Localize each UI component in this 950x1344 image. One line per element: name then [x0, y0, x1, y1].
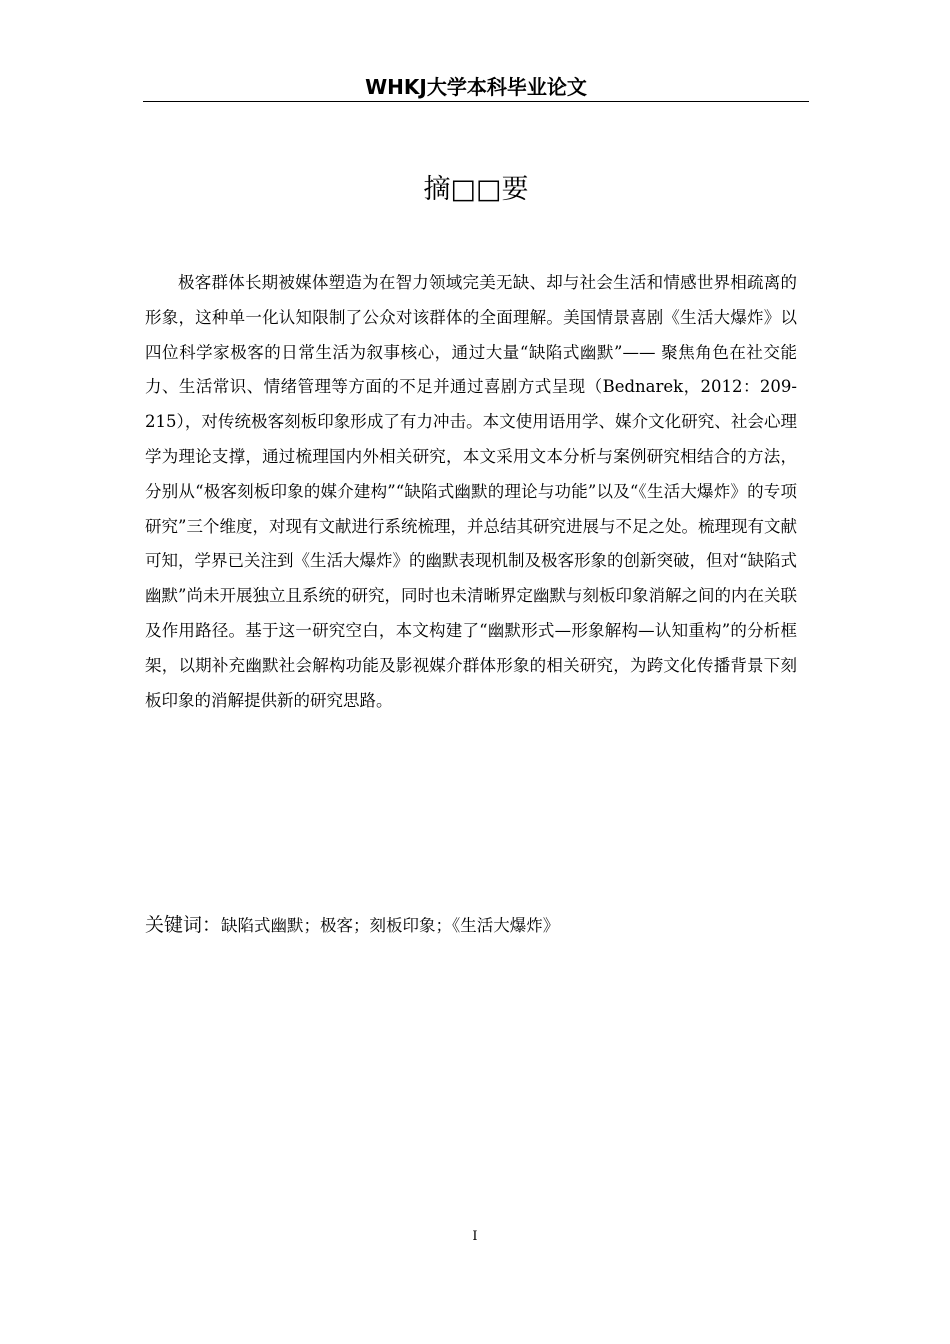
- abstract-body: 极客群体长期被媒体塑造为在智力领域完美无缺、却与社会生活和情感世界相疏离的形象，这种单一化认知限制了公众对该群体的全面理解。美国情景喜剧《生活大爆炸》以四位科学家极客的日常生活为叙事核心，通过大量“缺陷式幽默”—— 聚焦角色在社交能力、生活常识、情绪管理等方面的不足并通过喜剧方式呈现（Bednarek，2012：209-215），对传统极客刻板印象形成了有力冲击。本文使用语用学、媒介文化研究、社会心理学为理论支撑，通过梳理国内外相关研究，本文采用文本分析与案例研究相结合的方法，分别从“极客刻板印象的媒介建构”“缺陷式幽默的理论与功能”以及“《生活大爆炸》的专项研究”三个维度，对现有文献进行系统梳理，并总结其研究进展与不足之处。梳理现有文献可知，学界已关注到《生活大爆炸》的幽默表现机制及极客形象的创新突破，但对“缺陷式幽默”尚未开展独立且系统的研究，同时也未清晰界定幽默与刻板印象消解之间的内在关联及作用路径。基于这一研究空白，本文构建了“幽默形式—形象解构—认知重构”的分析框架，以期补充幽默社会解构功能及影视媒介群体形象的相关研究，为跨文化传播背景下刻板印象的消解提供新的研究思路。: [145, 273, 797, 710]
- keywords-text: 缺陷式幽默；极客；刻板印象；《生活大爆炸》: [221, 916, 560, 935]
- header-divider: [143, 101, 809, 102]
- keywords-line: [145, 909, 805, 942]
- page-number: I: [472, 1229, 478, 1244]
- abstract-heading: 摘□□要: [423, 174, 529, 205]
- keywords-label: 关键词：: [145, 914, 222, 936]
- running-header: WHKJ大学本科毕业论文: [365, 75, 587, 99]
